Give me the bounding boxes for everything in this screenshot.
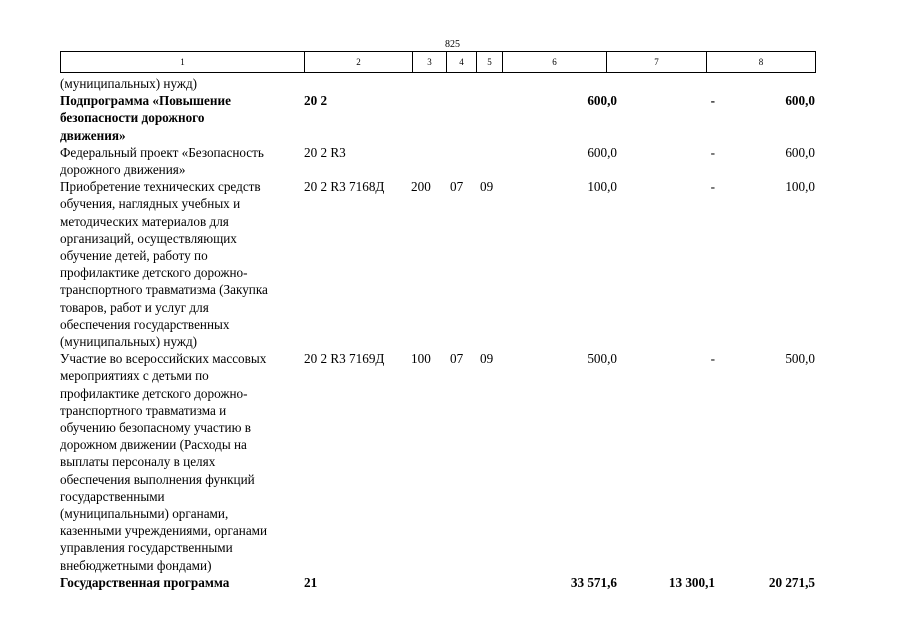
row-name-line: управления государственными (60, 540, 233, 556)
row-name-line: профилактике детского дорожно- (60, 385, 248, 401)
header-col-4: 4 (447, 52, 477, 73)
row-value-8: 600,0 (785, 144, 815, 160)
row-name-line: Подпрограмма «Повышение (60, 93, 231, 109)
header-col-6: 6 (503, 52, 607, 73)
table-row (60, 75, 816, 92)
row-value-6: 600,0 (587, 93, 617, 109)
row-name-line: обучения, наглядных учебных и (60, 196, 241, 212)
row-col-3: 100 (411, 351, 431, 367)
row-name-line: транспортного травматизма (Закупка (60, 282, 268, 298)
row-col-5: 09 (480, 179, 494, 195)
row-value-8: 100,0 (785, 179, 815, 195)
table-header (60, 51, 816, 73)
header-col-5: 5 (477, 52, 503, 73)
row-name-line: (муниципальных) нужд) (60, 334, 198, 350)
row-value-6: 100,0 (587, 179, 617, 195)
table-body (60, 75, 816, 591)
row-name-line: дорожного движения» (60, 162, 186, 178)
row-value-7: - (710, 351, 715, 367)
row-name-line: (муниципальных) нужд) (60, 76, 198, 91)
row-name-line: организаций, осуществляющих (60, 230, 237, 246)
table-row (60, 178, 816, 350)
row-name-line: внебюджетными фондами) (60, 557, 212, 573)
row-value-6: 600,0 (587, 144, 617, 160)
row-name-line: обучению безопасному участию в (60, 420, 251, 436)
table-row (60, 92, 816, 144)
header-col-3: 3 (413, 52, 447, 73)
row-name (60, 144, 304, 178)
row-col-4: 07 (450, 179, 464, 195)
row-name-line: обучение детей, работу по (60, 248, 208, 264)
row-code: 21 (304, 574, 318, 590)
row-name-line: казенными учреждениями, органами (60, 523, 268, 539)
header-col-8: 8 (707, 52, 816, 73)
row-name (60, 178, 304, 350)
row-name-line: профилактике детского дорожно- (60, 265, 248, 281)
row-name-line: методических материалов для (60, 213, 229, 229)
row-name-line: Федеральный проект «Безопасность (60, 144, 264, 160)
row-value-7: - (710, 179, 715, 195)
table-row (60, 350, 816, 574)
row-name-line: государственными (60, 488, 165, 504)
header-col-7: 7 (607, 52, 707, 73)
row-value-8: 20 271,5 (768, 574, 815, 590)
row-value-8: 500,0 (785, 351, 815, 367)
row-value-6: 33 571,6 (570, 574, 617, 590)
header-col-1: 1 (61, 52, 305, 73)
row-code: 20 2 R3 7168Д (304, 179, 385, 195)
page-number: 825 (445, 39, 460, 50)
header-col-2: 2 (305, 52, 413, 73)
row-name-line: выплаты персоналу в целях (60, 454, 216, 470)
row-code: 20 2 (304, 93, 328, 109)
row-code: 20 2 R3 7169Д (304, 351, 385, 367)
row-col-4: 07 (450, 351, 464, 367)
row-name (60, 75, 304, 92)
row-col-3: 200 (411, 179, 431, 195)
row-col-5: 09 (480, 351, 494, 367)
row-code: 20 2 R3 (304, 144, 346, 160)
row-name-line: Приобретение технических средств (60, 179, 261, 195)
row-name-line: безопасности дорожного (60, 110, 205, 126)
row-name-line: мероприятиях с детьми по (60, 368, 209, 384)
row-name-line: товаров, работ и услуг для (60, 299, 209, 315)
row-name-line: транспортного травматизма и (60, 402, 227, 418)
table-row (60, 574, 816, 591)
row-name-line: (муниципальными) органами, (60, 506, 229, 522)
row-name (60, 92, 304, 144)
table-row (60, 144, 816, 178)
row-name-line: Государственная программа (60, 574, 230, 590)
row-name (60, 350, 304, 574)
row-name-line: движения» (60, 127, 126, 143)
row-value-7: - (710, 93, 715, 109)
row-value-7: 13 300,1 (668, 574, 715, 590)
row-name-line: дорожном движении (Расходы на (60, 437, 247, 453)
row-name-line: обеспечения выполнения функций (60, 471, 255, 487)
row-value-7: - (710, 144, 715, 160)
row-value-6: 500,0 (587, 351, 617, 367)
row-name-line: Участие во всероссийских массовых (60, 351, 267, 367)
row-name (60, 574, 304, 591)
row-name-line: обеспечения государственных (60, 316, 230, 332)
row-value-8: 600,0 (785, 93, 815, 109)
